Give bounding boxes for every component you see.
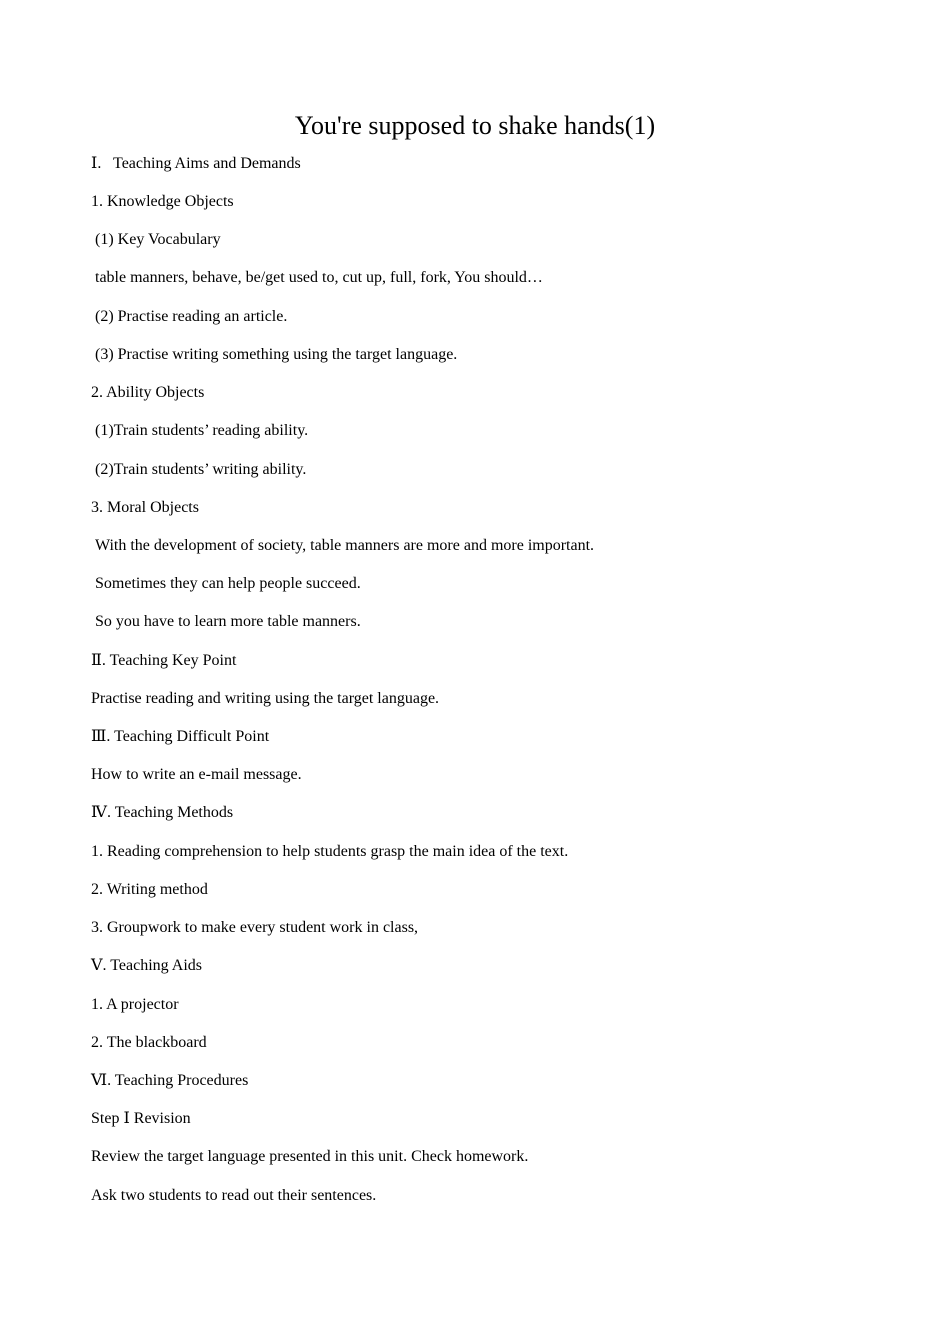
difficult-point-text: How to write an e-mail message.: [91, 766, 302, 783]
section-heading-aims: Ⅰ. Teaching Aims and Demands: [91, 155, 301, 172]
section-heading-difficult-point: Ⅲ. Teaching Difficult Point: [91, 728, 270, 745]
item-reading-ability: (1)Train students’ reading ability.: [95, 422, 309, 439]
moral-text-3: So you have to learn more table manners.: [95, 613, 361, 630]
key-point-text: Practise reading and writing using the target language.: [91, 690, 440, 707]
section-heading-aids: Ⅴ. Teaching Aids: [91, 957, 203, 974]
section-heading-key-point: Ⅱ. Teaching Key Point: [91, 652, 237, 669]
vocabulary-list: table manners, behave, be/get used to, cut up, full, fork, You should…: [95, 269, 543, 286]
moral-text-2: Sometimes they can help people succeed.: [95, 575, 361, 592]
method-item-3: 3. Groupwork to make every student work in class,: [91, 919, 419, 936]
subheading-moral-objects: 3. Moral Objects: [91, 499, 199, 516]
moral-text-1: With the development of society, table manners are more and more important.: [95, 537, 595, 554]
section-heading-methods: Ⅳ. Teaching Methods: [91, 804, 234, 821]
aid-item-2: 2. The blackboard: [91, 1034, 207, 1051]
aid-item-1: 1. A projector: [91, 996, 179, 1013]
item-writing-ability: (2)Train students’ writing ability.: [95, 461, 307, 478]
item-practise-reading: (2) Practise reading an article.: [95, 308, 288, 325]
method-item-1: 1. Reading comprehension to help students grasp the main idea of the text.: [91, 843, 569, 860]
revision-text-1: Review the target language presented in this unit. Check homework.: [91, 1148, 529, 1165]
item-key-vocabulary: (1) Key Vocabulary: [95, 231, 221, 248]
revision-text-2: Ask two students to read out their sentences.: [91, 1187, 377, 1204]
item-practise-writing: (3) Practise writing something using the target language.: [95, 346, 458, 363]
step-heading-revision: Step Ⅰ Revision: [91, 1110, 191, 1127]
document-title: You're supposed to shake hands(1): [294, 111, 656, 140]
section-heading-procedures: Ⅵ. Teaching Procedures: [91, 1072, 249, 1089]
subheading-ability-objects: 2. Ability Objects: [91, 384, 205, 401]
subheading-knowledge-objects: 1. Knowledge Objects: [91, 193, 234, 210]
method-item-2: 2. Writing method: [91, 881, 208, 898]
